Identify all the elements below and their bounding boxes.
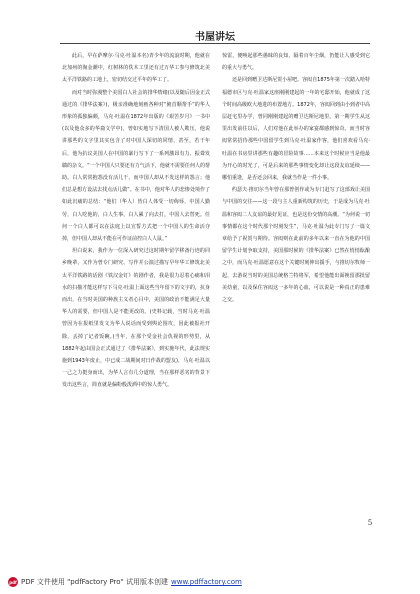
paragraph: 惊雷，便唤起那些愚昧的良知，隔着百年尘烟，仍能让人感受到它的重大与勇气。 <box>222 53 370 72</box>
page-number: 5 <box>368 518 372 527</box>
paragraph: 坦白说来，我作为一位深入研究过这时期年留学移备行迹的同乡晚辈，又作为曾专门研究、写作并公演过描写早年华工修筑北美太平洋铁路的话剧《铁汉金钉》的剧作者，我是很力忍着心痛和泪水的扫描才能这样写下马克·吐温上面这些当年留下的文字的，抗身而出，在当时美国的种族主义者心目中，美国的政治不能满足大量华人的需要，但中国人是不能更改的。(史料记载，当时马克·吐温曾因为在报纸里发文为华人说话而受到舆论围攻，因此被报社开除，丢掉了记者饭碗。)当年，在那个受金社会仇视的形势里，从1882年起由国会正式通过了《排华法案》，到实施年代，此法规实施到1943年废止，中已成二战期间对日作战的盟友)，马克·吐温以一己之力挺身而出，为华人言有几分道理，当在那样恶劣的背景下发出这些言，简直就是偏粉般泼洒中的惊人勇气。 <box>62 248 210 389</box>
paragraph: 约瑟夫·推切尔当年曾在那曾创作或为专门赶写了这部戏让美国与中国的交往——这一段与主人重新构筑的历史，于是成为马克·吐温和容闳二人友谊的最好见证，也是这份交情的高潮。“为何说一切事情都在这个时代那个时刻发生”，马克·吐温为此专门写了一篇文章给予了祝贺与期待。容闳则在此前的多年以来一直在为他的中国留学生计划争取支持，美国那时候的《排华法案》已然在悄悄酝酿之中，而马克·吐温愿意在这个关键时刻伸出援手，与推切尔牧师一起，去游说当时的美国总统格兰特将军，希望他能出面挽留那批留美幼童，以及保住容闳这一多年的心血，可以说是一种真正的患难之交。 <box>222 187 370 304</box>
paragraph: 此后，早在萨摩尔·马克·吐温本名)青少年的流浪时期，他就在北加州的淘金潮中，红树林的佚木工里还有过万华工参与修筑北美太平洋铁路的工地上，密切结交过平年的华工了。 <box>62 53 210 84</box>
header-divider <box>60 43 370 44</box>
footer-text: PDF 文件使用 "pdfFactory Pro" 试用版本创建 <box>21 578 169 586</box>
footer-link[interactable]: www.pdffactory.com <box>171 578 242 586</box>
paragraph: 而对当时弥漫整个美国白人社会的排华情绪(以及随后因金正式通过的《排华法案》)，极亲准确地刻画各种对“俯首顺帮手”的华人形象的孤独偏颇，马克·吐温在1872年出版的《艰苦岁月》一书中(以及他众多的华裔文学中)，曾如实地写下清国人被人欺压，他说讲那些的文字里其实包含了对中国人深切的同情，甚至，若干年后，他为抗议美国人在中国的暴行写下了一系列激昂有力、振聋发聩的杂文。“一个中国人只要还有力气活下，他就不需要任何人的帮助。白人常常抱怨没有活儿干，而中国人却从不发这样的怨言；他们总是想方设法去找点活儿做”。在书中，他对华人的悲惨处境作了如此沉痛的总结：“他们（华人）皆白人体受一切侮辱，中国人勤劳，白人吃他的，白人生事，白人累了向去打，中国人去替死。任何一个白人都可以在法庭上以宣誓方式把一个中国人的生命活夺掉，但中国人却从不能在可作证前控白人人鼠。” <box>62 89 210 243</box>
right-column <box>222 50 370 525</box>
pdf-footer <box>8 576 242 588</box>
pdffactory-logo-icon: pdf <box>8 577 18 587</box>
left-column <box>62 50 210 525</box>
running-header: 书屋讲坛 <box>195 32 235 43</box>
paragraph: 还是回到赠卫达斯尼贺小屋吧。容闳自1875年第一次踏入哈特福德市区与克·吐温家这座刚刚建起的一年的宅邸开始，他就成了这个时间高级欧大地进的布置地方。1872年，容闳回到由小到者中高层赶宅里办学，曾同刚刚建起的赠卫达斯尼地里，第一期学生从这里出发前往以后，人们对他在此举办的家宴都感到惊奇。而当时容闳常常招待那些中国留学生到马克·吐温家作客，他们喜欢看马克·吐温在书房里讲那些有趣的冒险故事……本来这个时候应当是他最为开心的时光了，可是后来的那些事情变化却让这段友谊延续——哪怕重逢，是否还会回来，我就当作是一件小事。 <box>222 77 370 182</box>
